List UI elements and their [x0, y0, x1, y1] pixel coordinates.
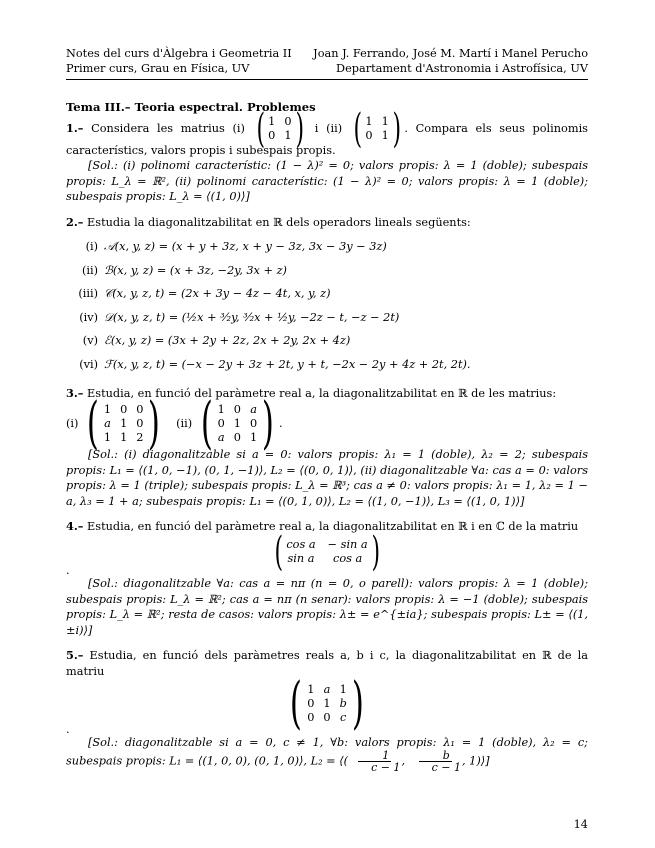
operator-item: (iii) 𝒞(x, y, z, t) = (2x + 3y − 4z − 4t, x, y, z)	[78, 287, 331, 301]
problem-2	[66, 215, 588, 230]
problem-5	[66, 648, 588, 679]
section-title: Tema III.– Teoria espectral. Problemes	[66, 100, 316, 114]
matrix-4: ( cos a − sin a sin a cos a )	[274, 529, 380, 576]
operator-item: (i) 𝒜(x, y, z) = (x + y + 3z, x + y − 3z, 3x − 3y − 3z)	[85, 240, 387, 254]
header-course: Notes del curs d'Àlgebra i Geometria II	[66, 47, 292, 60]
page-content	[66, 46, 588, 773]
problem-2-number: 2.–	[66, 214, 84, 229]
problem-2-text: Estudia la diagonalitzabilitat en ℝ dels operadors lineals següents:	[83, 215, 471, 229]
problem-3-number: 3.–	[66, 386, 84, 401]
matrix-1-i: ( 1 0 0 1 )	[256, 106, 304, 152]
header-rule	[66, 79, 588, 80]
problem-3	[66, 386, 588, 401]
running-header	[66, 46, 588, 76]
problem-5-dot: .	[66, 722, 70, 736]
problem-4-text: Estudia, en funció del paràmetre real a, la diagonalitzabilitat en ℝ i en ℂ de la matriu	[83, 520, 579, 534]
matrix-3-ii: ( 1 0 a 0 1 0 a 0 1 )	[200, 391, 275, 457]
matrix-3-ii-label: (ii)	[176, 417, 193, 431]
operator-item: (v) ℰ(x, y, z) = (3x + 2y + 2z, 2x + 2y, 2x + 4z)	[82, 334, 351, 348]
matrix-3-i-label: (i)	[66, 417, 79, 431]
problem-1-text-c: . Compara els seus polinomis característics, valors propis i subespais propis.	[66, 122, 588, 157]
operator-item: (ii) ℬ(x, y, z) = (x + 3z, −2y, 3x + z)	[81, 263, 287, 277]
problem-5-matrix-block	[66, 670, 588, 736]
problem-3-solution: [Sol.: (i) diagonalitzable si a = 0: valors propis: λ₁ = 1 (doble), λ₂ = 2; subespais propis: L₁ = ⟨(1, 0, −1), (0, 1, −1)⟩, L₂ = ⟨(0, 0, 1)⟩, (ii) diagonalitzable ∀a: cas a = 0: valors propis: λ = 1 (triple); subespais propis: L_λ = ℝ³; cas a ≠ 0: valors propis: λ₁ = 1, λ₂ = 1 − a, λ₃ = 1 + a; subespais propis: L₁ = ⟨(0, 1, 0)⟩, L₂ = ⟨(1, 0, −1)⟩, L₃ = ⟨(1, 0, 1)⟩]	[66, 448, 588, 508]
problem-4	[66, 519, 588, 534]
fraction-1: $\frac{1}{c - 1}$	[349, 750, 400, 773]
problem-4-solution: [Sol.: diagonalitzable ∀a: cas a = nπ (n = 0, o parell): valors propis: λ = 1 (doble); subespais propis: L_λ = ℝ²; cas a = nπ (n senar): valors propis: λ = −1 (doble); subespais propis: L_λ = ℝ²; resta de casos: valors propis: λ± = e^{±ia}; subespais propis: L± = ⟨(1, ±i)⟩]	[66, 577, 588, 637]
header-degree: Primer curs, Grau en Física, UV	[66, 62, 250, 75]
operator-list	[76, 235, 588, 376]
operator-item: (vi) ℱ(x, y, z, t) = (−x − 2y + 3z + 2t, y + t, −2x − 2y + 4z + 2t, 2t).	[79, 357, 471, 371]
matrix-3-i: ( 1 0 0 a 1 0 1 1 2 )	[86, 391, 161, 457]
header-authors: Joan J. Ferrando, José M. Martí i Manel Perucho	[313, 47, 588, 60]
matrix-1-ii: ( 1 1 0 1 )	[353, 106, 401, 152]
problem-1-text-a: Considera les matrius (i)	[83, 122, 253, 135]
matrix-5: ( 1 a 1 0 1 b 0 0 c )	[290, 670, 364, 736]
operator-item: (iv) 𝒟(x, y, z, t) = (½x + ³⁄₂y, ³⁄₂x + ½y, −2z − t, −z − 2t)	[79, 310, 400, 324]
header-department: Departament d'Astronomia i Astrofísica, UV	[336, 62, 588, 75]
problem-4-matrix-block	[66, 529, 588, 576]
matrix-3-end: .	[279, 417, 283, 431]
page-number: 14	[573, 818, 588, 831]
problem-1-text-b: i (ii)	[307, 122, 350, 135]
problem-4-number: 4.–	[66, 519, 84, 534]
problem-3-text: Estudia, en funció del paràmetre real a, la diagonalitzabilitat en ℝ de les matrius:	[83, 387, 557, 401]
problem-1-solution: [Sol.: (i) polinomi característic: (1 − λ)² = 0; valors propis: λ = 1 (doble); subespais propis: L_λ = ℝ², (ii) polinomi característic: (1 − λ)² = 0; valors propis: λ = 1 (doble); subespais propis: L_λ = ⟨(1, 0)⟩]	[66, 159, 588, 204]
problem-4-dot: .	[66, 564, 70, 578]
problem-5-solution: [Sol.: diagonalitzable si a = 0, c ≠ 1, ∀b: valors propis: λ₁ = 1 (doble), λ₂ = c; subespais propis: L₁ = ⟨(1, 0, 0), (0, 1, 0)⟩, L₂ = ⟨( $\frac{1}{c - 1}$ , $\frac{b}{c - 1}$ , 1)⟩]	[66, 735, 588, 775]
fraction-2: $\frac{b}{c - 1}$	[410, 750, 461, 773]
problem-1-number: 1.–	[66, 121, 84, 135]
problem-5-number: 5.–	[66, 648, 84, 663]
problem-5-text: Estudia, en funció dels paràmetres reals a, b i c, la diagonalitzabilitat en ℝ de la matriu	[66, 649, 588, 678]
